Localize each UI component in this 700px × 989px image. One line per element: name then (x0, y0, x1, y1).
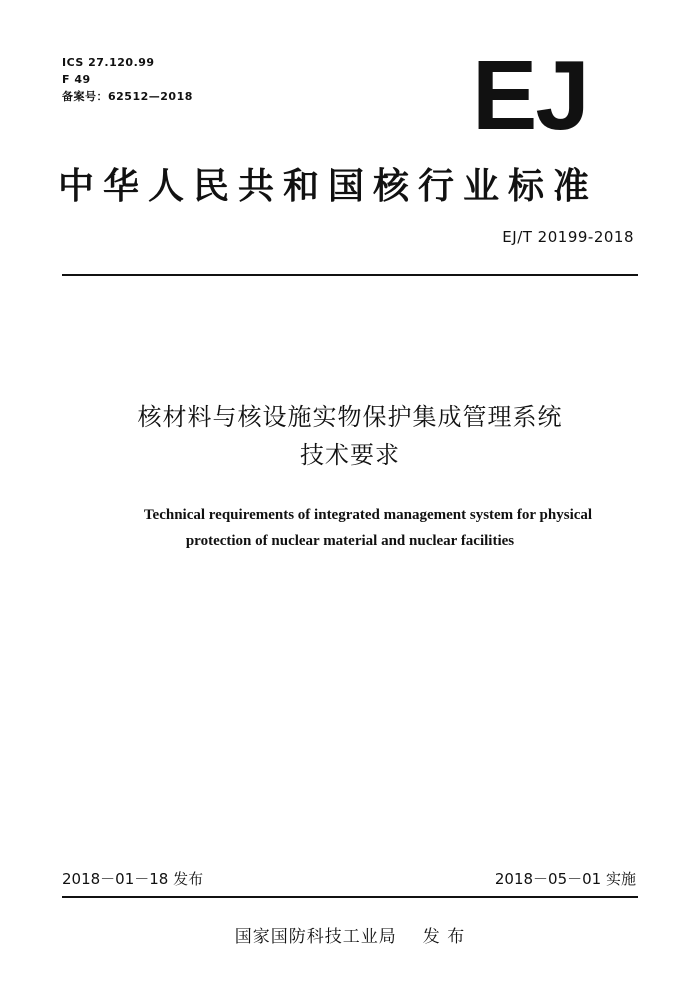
ccs-code: F 49 (62, 73, 91, 86)
record-number: 备案号：62512—2018 (62, 90, 193, 103)
title-en-line-2: protection of nuclear material and nuclear facilities (185, 533, 515, 549)
header-divider (62, 274, 638, 276)
classification-block (62, 54, 193, 105)
publisher-line (0, 922, 700, 947)
title-cn-line-2: 技术要求 (300, 441, 400, 469)
ej-logo: EJ (472, 40, 588, 150)
title-en-line-1: Technical requirements of integrated management system for physical (143, 507, 593, 523)
implementation-date: 2018－05－01 实施 (494, 870, 636, 888)
document-title-chinese (0, 398, 700, 474)
standard-category-title: 中华人民共和国核行业标准 (58, 166, 599, 207)
ics-code: ICS 27.120.99 (62, 56, 155, 69)
standard-number: EJ/T 20199-2018 (502, 228, 634, 246)
title-cn-line-1: 核材料与核设施实物保护集成管理系统 (137, 403, 563, 431)
publisher-action: 发 布 (422, 927, 466, 947)
footer-divider (62, 896, 638, 898)
issue-date: 2018－01－18 发布 (62, 870, 204, 888)
document-title-english (0, 502, 700, 554)
publisher-name: 国家国防科技工业局 (234, 927, 397, 947)
